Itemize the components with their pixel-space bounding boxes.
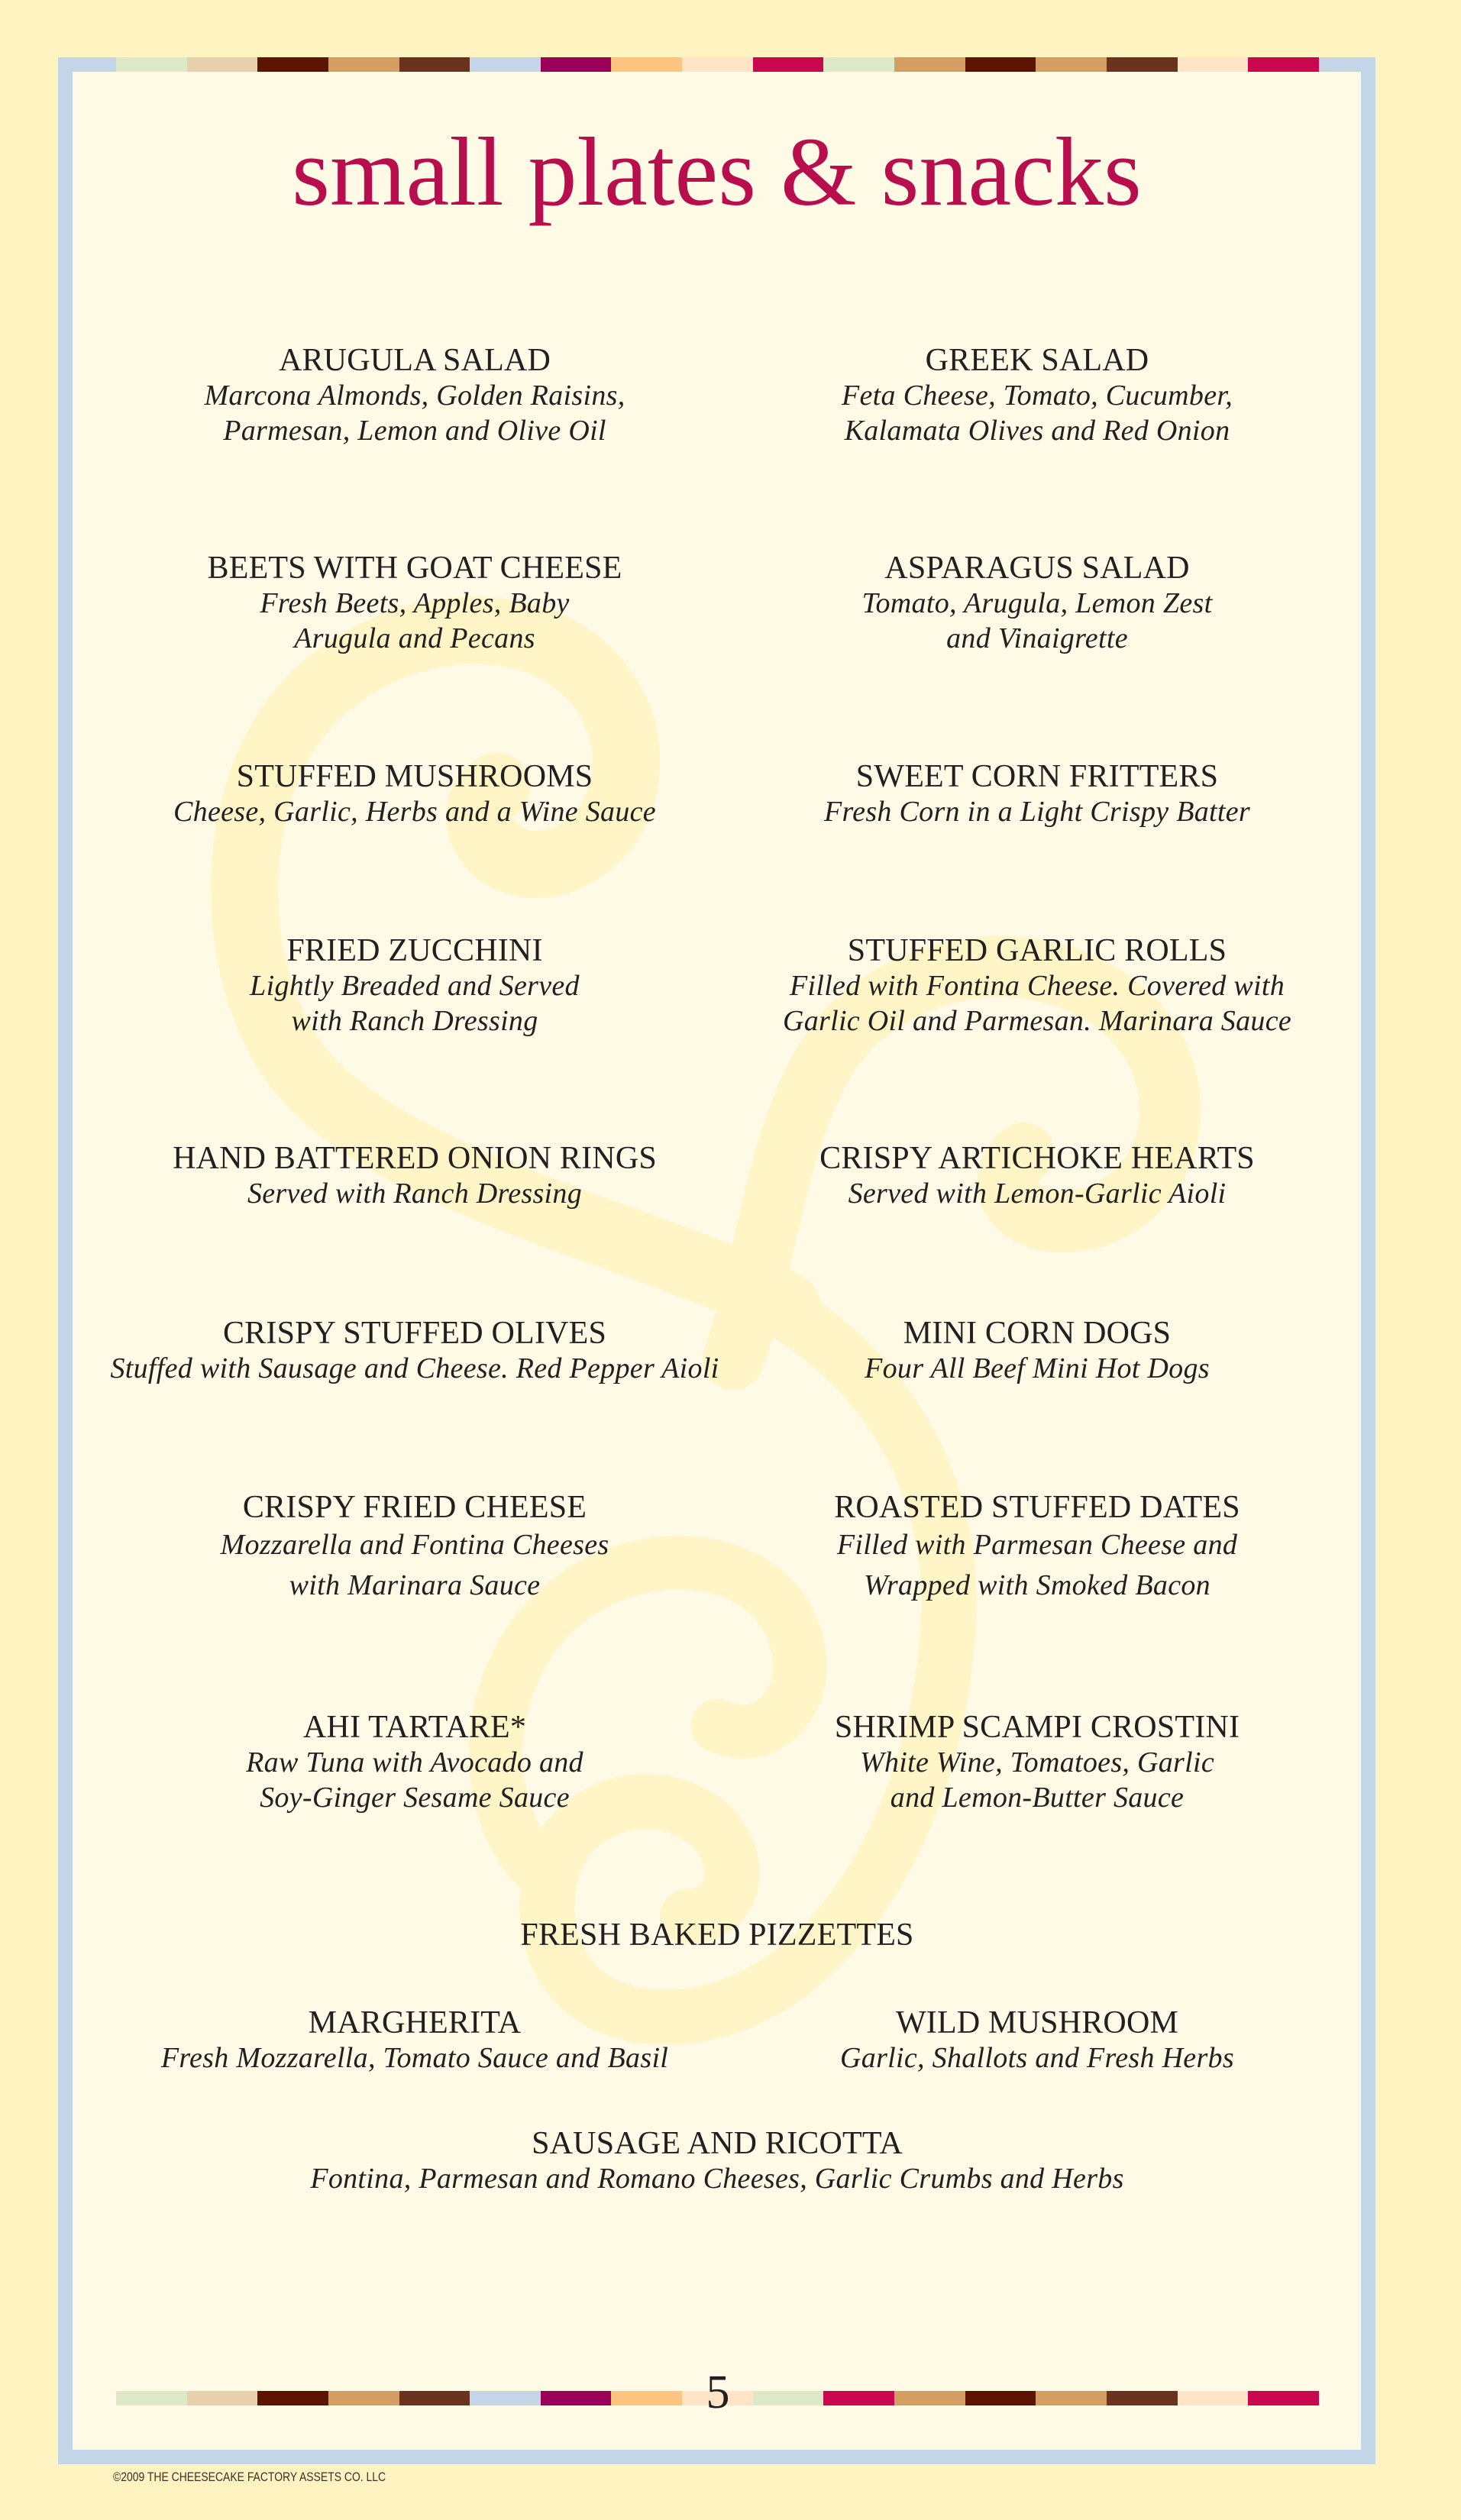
menu-item	[259, 2126, 1175, 2196]
menu-item-name: CRISPY STUFFED OLIVES	[222, 1316, 607, 1351]
menu-item-name: CRISPY ARTICHOKE HEARTS	[819, 1141, 1255, 1176]
page-number: 5	[706, 2367, 730, 2418]
stripe-segment	[116, 2391, 187, 2405]
menu-item-description: Stuffed with Sausage and Cheese. Red Pepper Aioli	[110, 1352, 719, 1384]
menu-item-description: Arugula and Pecans	[294, 622, 535, 654]
menu-item	[109, 551, 720, 656]
menu-item-description: Served with Lemon-Garlic Aioli	[848, 1178, 1227, 1210]
stripe-segment	[753, 2391, 824, 2405]
menu-item-name: FRIED ZUCCHINI	[286, 933, 543, 968]
stripe-segment	[1178, 57, 1249, 72]
menu-item	[732, 933, 1343, 1039]
menu-item-name: STUFFED MUSHROOMS	[236, 759, 593, 794]
stripe-segment	[1107, 2391, 1178, 2405]
menu-item-description: Cheese, Garlic, Herbs and a Wine Sauce	[173, 796, 656, 828]
menu-item-name: HAND BATTERED ONION RINGS	[173, 1141, 657, 1176]
menu-item-name: AHI TARTARE*	[302, 1710, 527, 1745]
pizzettes-section-heading: FRESH BAKED PIZZETTES	[520, 1917, 914, 1953]
menu-item	[109, 933, 720, 1039]
stripe-segment	[1248, 57, 1319, 72]
menu-item-description: and Lemon-Butter Sauce	[890, 1782, 1185, 1814]
stripe-segment	[1036, 57, 1107, 72]
stripe-segment	[1248, 2391, 1319, 2405]
stripe-segment	[894, 57, 965, 72]
menu-item-description: Served with Ranch Dressing	[247, 1178, 583, 1210]
page-title: small plates & snacks	[292, 118, 1142, 226]
menu-item-description: Wrapped with Smoked Bacon	[864, 1569, 1210, 1601]
stripe-segment	[257, 57, 328, 72]
menu-item-description: and Vinaigrette	[946, 622, 1128, 654]
menu-item-name: CRISPY FRIED CHEESE	[242, 1490, 587, 1525]
menu-item-description: Garlic Oil and Parmesan. Marinara Sauce	[782, 1005, 1292, 1037]
menu-item	[109, 343, 720, 448]
menu-item-name: SHRIMP SCAMPI CROSTINI	[834, 1710, 1240, 1745]
menu-item-description: with Ranch Dressing	[291, 1005, 538, 1037]
menu-item-name: ROASTED STUFFED DATES	[834, 1490, 1240, 1525]
stripe-segment	[399, 57, 470, 72]
stripe-segment	[1178, 2391, 1249, 2405]
menu-item-name: GREEK SALAD	[925, 343, 1149, 378]
menu-item-description: Four All Beef Mini Hot Dogs	[865, 1352, 1210, 1384]
stripe-segment	[894, 2391, 965, 2405]
stripe-segment	[328, 2391, 399, 2405]
menu-item-name: SAUSAGE AND RICOTTA	[532, 2126, 903, 2161]
menu-item	[732, 1316, 1343, 1386]
stripe-segment	[965, 2391, 1036, 2405]
menu-item	[732, 343, 1343, 448]
menu-item-name: MINI CORN DOGS	[903, 1316, 1172, 1351]
menu-item-description: Kalamata Olives and Red Onion	[844, 415, 1230, 447]
stripe-segment	[187, 2391, 258, 2405]
menu-item-name: ARUGULA SALAD	[278, 343, 551, 378]
menu-item	[109, 1710, 720, 1815]
menu-item-description: White Wine, Tomatoes, Garlic	[859, 1746, 1215, 1779]
menu-item-name: STUFFED GARLIC ROLLS	[847, 933, 1227, 968]
stripe-segment	[1107, 57, 1178, 72]
stripe-segment	[1036, 2391, 1107, 2405]
menu-item-description: Fresh Beets, Apples, Baby	[260, 587, 570, 619]
menu-item	[732, 2005, 1343, 2076]
menu-item-description: Fresh Mozzarella, Tomato Sauce and Basil	[160, 2042, 669, 2074]
stripe-segment	[328, 57, 399, 72]
menu-item-description: Mozzarella and Fontina Cheeses	[220, 1529, 609, 1561]
stripe-segment	[823, 2391, 894, 2405]
menu-item-description: Fontina, Parmesan and Romano Cheeses, Garlic Crumbs and Herbs	[310, 2163, 1124, 2195]
stripe-segment	[470, 2391, 541, 2405]
top-color-stripe	[116, 57, 1319, 72]
stripe-segment	[541, 2391, 612, 2405]
stripe-segment	[116, 57, 187, 72]
menu-item-name: BEETS WITH GOAT CHEESE	[207, 551, 622, 586]
stripe-segment	[965, 57, 1036, 72]
stripe-segment	[611, 57, 682, 72]
menu-item-name: WILD MUSHROOM	[895, 2005, 1179, 2040]
menu-item	[732, 1710, 1343, 1815]
menu-item-description: Parmesan, Lemon and Olive Oil	[223, 415, 606, 447]
menu-item-description: Feta Cheese, Tomato, Cucumber,	[841, 380, 1233, 412]
stripe-segment	[753, 57, 824, 72]
stripe-segment	[541, 57, 612, 72]
stripe-segment	[611, 2391, 682, 2405]
menu-item-name: MARGHERITA	[308, 2005, 522, 2040]
stripe-segment	[682, 57, 753, 72]
stripe-segment	[257, 2391, 328, 2405]
menu-item	[732, 759, 1343, 829]
menu-item	[109, 759, 720, 829]
copyright-notice: ©2009 THE CHEESECAKE FACTORY ASSETS CO. LLC	[113, 2470, 386, 2484]
menu-item	[109, 1490, 720, 1606]
menu-item	[732, 1490, 1343, 1606]
menu-item-description: Raw Tuna with Avocado and	[246, 1746, 583, 1779]
menu-item	[109, 1141, 720, 1211]
menu-item-name: ASPARAGUS SALAD	[884, 551, 1190, 586]
menu-item	[109, 2005, 720, 2076]
menu-item-description: Filled with Parmesan Cheese and	[836, 1529, 1238, 1561]
menu-item	[109, 1316, 720, 1386]
menu-item-description: Garlic, Shallots and Fresh Herbs	[840, 2042, 1234, 2074]
menu-item	[732, 1141, 1343, 1211]
menu-item-name: SWEET CORN FRITTERS	[855, 759, 1219, 794]
menu-item-description: with Marinara Sauce	[289, 1569, 541, 1601]
stripe-segment	[187, 57, 258, 72]
menu-item-description: Fresh Corn in a Light Crispy Batter	[823, 796, 1250, 828]
menu-item-description: Lightly Breaded and Served	[250, 970, 580, 1002]
menu-item-description: Tomato, Arugula, Lemon Zest	[861, 587, 1213, 619]
menu-item-description: Marcona Almonds, Golden Raisins,	[204, 380, 625, 412]
stripe-segment	[823, 57, 894, 72]
stripe-segment	[399, 2391, 470, 2405]
stripe-segment	[470, 57, 541, 72]
menu-item	[732, 551, 1343, 656]
menu-item-description: Soy-Ginger Sesame Sauce	[260, 1782, 570, 1814]
menu-item-description: Filled with Fontina Cheese. Covered with	[789, 970, 1285, 1002]
